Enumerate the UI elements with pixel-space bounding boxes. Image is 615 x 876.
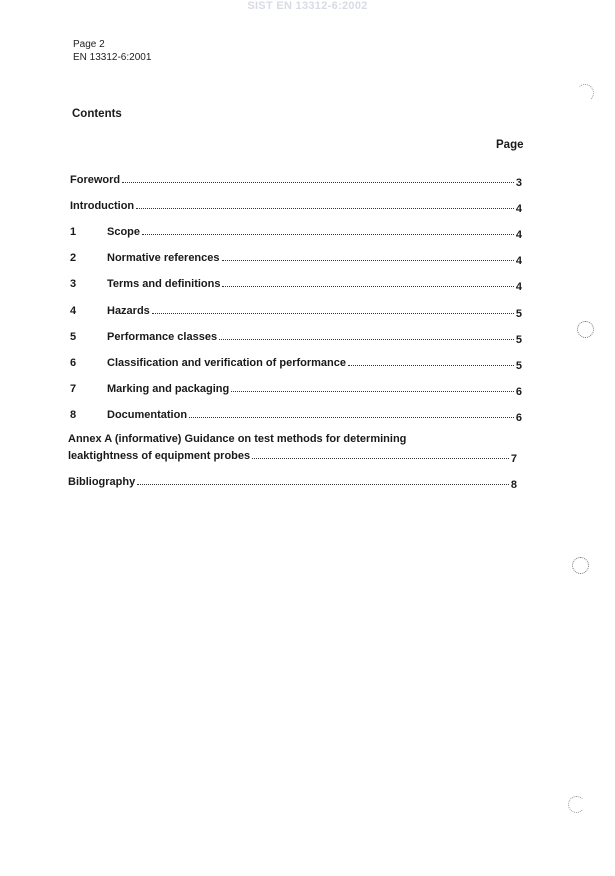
- toc-entry-number: 7: [70, 383, 77, 395]
- toc-leader-dots: [152, 313, 514, 314]
- toc-entry-title: Scope: [107, 226, 141, 238]
- toc-entry-number: 2: [70, 252, 77, 264]
- toc-entry-number: 6: [70, 357, 77, 369]
- punch-hole-mark: [568, 796, 585, 813]
- toc-leader-dots: [142, 234, 514, 235]
- toc-entry-bibliography[interactable]: [68, 472, 517, 491]
- toc-leader-dots: [222, 286, 513, 287]
- toc-entry-number: 8: [70, 409, 77, 421]
- toc-leader-dots: [348, 365, 514, 366]
- toc-entry-page: 4: [515, 281, 522, 293]
- punch-hole-mark: [572, 557, 589, 574]
- toc-entry-page: 4: [515, 255, 522, 267]
- toc-entry-normative-references[interactable]: [70, 248, 522, 267]
- toc-entry-title: Hazards: [107, 305, 150, 317]
- punch-hole-mark: [577, 321, 594, 338]
- page-label: Page 2: [73, 39, 105, 50]
- punch-hole-mark: [576, 84, 594, 102]
- toc-entry-title: Normative references: [107, 252, 220, 264]
- toc-entry-title: Performance classes: [107, 331, 218, 343]
- contents-title: Contents: [72, 108, 122, 120]
- toc-entry-number: 1: [70, 226, 77, 238]
- toc-entry-title: Foreword: [70, 174, 121, 186]
- toc-leader-dots: [231, 391, 514, 392]
- toc-entry-title: Classification and verification of performance: [107, 357, 347, 369]
- toc-entry-annex-a[interactable]: [68, 446, 517, 465]
- toc-entry-page: 5: [515, 360, 522, 372]
- toc-entry-page: 6: [515, 412, 522, 424]
- toc-entry-scope[interactable]: [70, 222, 522, 241]
- toc-entry-introduction[interactable]: [70, 196, 522, 215]
- toc-entry-terms-and-definitions[interactable]: [70, 274, 522, 293]
- toc-leader-dots: [222, 260, 514, 261]
- toc-entry-number: 5: [70, 331, 77, 343]
- toc-entry-number: 3: [70, 278, 77, 290]
- toc-leader-dots: [136, 208, 514, 209]
- toc-entry-title: Bibliography: [68, 476, 136, 488]
- page-column-label: Page: [496, 139, 524, 151]
- toc-entry-title: Documentation: [107, 409, 188, 421]
- toc-entry-page: 4: [515, 203, 522, 215]
- toc-annex-title-line1: Annex A (informative) Guidance on test methods for determining: [68, 433, 407, 445]
- toc-entry-number: 4: [70, 305, 77, 317]
- toc-entry-page: 6: [515, 386, 522, 398]
- toc-entry-title: Introduction: [70, 200, 135, 212]
- toc-entry-title: leaktightness of equipment probes: [68, 450, 251, 462]
- toc-entry-marking-and-packaging[interactable]: [70, 379, 522, 398]
- toc-entry-page: 7: [510, 453, 517, 465]
- toc-leader-dots: [137, 484, 509, 485]
- toc-entry-documentation[interactable]: [70, 405, 522, 424]
- toc-entry-page: 3: [515, 177, 522, 189]
- toc-leader-dots: [219, 339, 514, 340]
- toc-entry-page: 4: [515, 229, 522, 241]
- document-id: EN 13312-6:2001: [73, 52, 152, 63]
- watermark: SIST EN 13312-6:2002: [247, 0, 368, 12]
- toc-entry-page: 5: [515, 308, 522, 320]
- page-header: [73, 38, 151, 64]
- toc-entry-hazards[interactable]: [70, 301, 522, 320]
- toc-entry-title: Terms and definitions: [107, 278, 221, 290]
- toc-entry-title: Marking and packaging: [107, 383, 230, 395]
- toc-entry-foreword[interactable]: [70, 170, 522, 189]
- toc-leader-dots: [122, 182, 514, 183]
- toc-entry-classification[interactable]: [70, 353, 522, 372]
- toc-leader-dots: [252, 458, 509, 459]
- toc-entry-page: 8: [510, 479, 517, 491]
- toc-entry-page: 5: [515, 334, 522, 346]
- toc-entry-performance-classes[interactable]: [70, 327, 522, 346]
- toc-leader-dots: [189, 417, 514, 418]
